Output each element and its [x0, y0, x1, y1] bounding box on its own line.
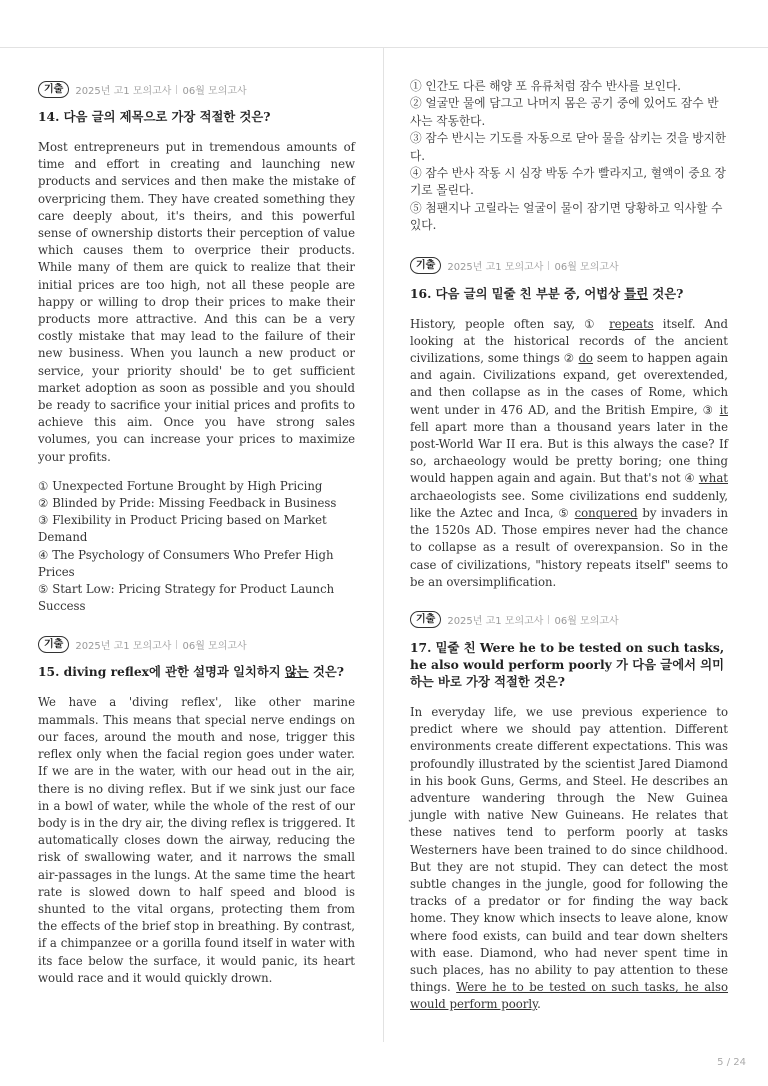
choice-4[interactable]: ④ 잠수 반사 작동 시 심장 박동 수가 빨라지고, 혈액이 중요 장기로 몰린다.	[410, 166, 726, 198]
title-text: 것은?	[648, 285, 684, 301]
meta-separator	[548, 261, 549, 270]
passage-text: In everyday life, we use previous experience to predict where we should pay attention. Different environments create different expectations. This was profoundly illustrated by the scientist Jared Diamond in his book Guns, Germs, and Steel. He describes an adventure wandering through the New Guinea jungle with native New Guineans. He relates that these natives tend to perform poorly at tasks Westerners have been trained to do since childhood. But they are not stupid. They can detect the most subtle changes in the jungle, good for following the tracks of a predator or for finding the way back home. They know which insects to leave alone, know where food exists, can build and tear down shelters with ease. Diamond, who had never spent time in such places, has no ability to pay attention to these things.	[410, 704, 728, 995]
exam-year: 2025년 고1 모의고사	[75, 85, 172, 97]
source-tag: 기출	[410, 257, 441, 274]
choice-1[interactable]: ① 인간도 다른 해양 포 유류처럼 잠수 반사를 보인다.	[410, 79, 681, 93]
underlined-2: do	[578, 351, 593, 366]
title-text: 16. 다음 글의 밑줄 친 부분 중, 어법상	[410, 285, 625, 301]
title-text: 15. diving reflex에 관한 설명과 일치하지	[38, 664, 285, 680]
choice-2[interactable]: ② 얼굴만 물에 담그고 나머지 몸은 공기 중에 있어도 잠수 반사는 작동한다.	[410, 96, 719, 128]
choice-1[interactable]: ① Unexpected Fortune Brought by High Pricing	[38, 478, 323, 493]
exam-year: 2025년 고1 모의고사	[75, 640, 172, 652]
choice-2[interactable]: ② Blinded by Pride: Missing Feedback in Business	[38, 496, 337, 511]
right-column	[410, 78, 728, 1034]
choice-5[interactable]: ⑤ 첨팬지나 고릴라는 얼굴이 물이 잠기면 당황하고 익사할 수 있다.	[410, 200, 723, 233]
question-title	[410, 285, 728, 302]
choice-3[interactable]: ③ 잠수 반시는 기도를 자동으로 닫아 물을 삼키는 것을 방지한다.	[410, 131, 727, 163]
passage-end: .	[537, 997, 541, 1012]
title-text: 것은?	[308, 664, 344, 680]
passage-text: itself. And looking at the historical records of the ancient civilizations, some things ②	[410, 316, 729, 366]
title-underlined: 틀린	[624, 285, 649, 301]
passage: Most entrepreneurs put in tremendous amounts of time and effort in creating and launching new products and services and then make the mistake of overpricing them. They have created something they care deeply about, it's theirs, and this powerful sense of ownership distorts their perception of value which causes them to overprice their products. While many of them are quick to realize that their initial prices are too high, not all these people are happy or willing to drop their prices to make their products more attractive. And this can be a very costly mistake that may lead to the failure of their new business. When you launch a new product or service, your priority should' be to get sufficient market adoption as soon as possible and you should be ready to sacrifice your initial prices and profits to achieve this aim. Once you have strong sales volumes, you can increase your prices to maximize your profits.	[38, 140, 355, 464]
underlined-3: it	[719, 402, 728, 417]
question-title: 17. 밑줄 친 Were he to be tested on such tasks, he also would perform poorly 가 다음 글에서 의미하는 바로 가장 적절한 것은?	[410, 639, 725, 689]
passage-text: by invaders in the 1520s AD. Those empires never had the chance to collapse as a result of overexpansion. So in the case of civilizations, "history repeats itself" seems to be an oversimplification.	[410, 505, 728, 589]
question-meta	[38, 80, 355, 98]
left-column	[38, 80, 355, 1007]
exam-month: 06월 모의고사	[554, 262, 619, 274]
meta-separator	[176, 85, 177, 94]
passage: We have a 'diving reflex', like other marine mammals. This means that special nerve endings on our faces, around the mouth and nose, trigger this reflex only when the facial region goes under water. If we are in the water, with our head out in the air, there is no diving reflex. But if we sink just our face in a bowl of water, while the whole of the rest of our body is in the dry air, the diving reflex is triggered. It automatically closes down the airway, reducing the risk of swallowing water, and it narrows the small air-passages in the lungs. At the same time the heart rate is slowed down to half speed and blood is shunted to the vital organs, protecting them from the effects of the brief stop in breathing. By contrast, if a chimpanzee or a gorilla found itself in water with its face below the surface, it would panic, its heart would race and it would quickly drown.	[38, 695, 355, 985]
meta-separator	[176, 640, 177, 649]
source-tag: 기출	[38, 81, 69, 98]
column-divider	[383, 48, 384, 1042]
q15-choice-list	[410, 78, 728, 235]
underlined-4: what	[698, 471, 728, 486]
underlined-5: conquered	[574, 505, 638, 520]
question-title: 14. 다음 글의 제목으로 가장 적절한 것은?	[38, 109, 271, 124]
question-14	[38, 80, 355, 615]
meta-separator	[548, 615, 549, 624]
title-underlined: 않는	[284, 664, 309, 680]
passage-text: fell apart more than a thousand years later in the post-World War II era. But is this always the case? If so, archaeology would be pretty boring; one thing would happen again and again. But that's not ④	[410, 419, 728, 486]
passage-text: History, people often say, ①	[410, 316, 610, 331]
choice-4[interactable]: ④ The Psychology of Consumers Who Prefer High Prices	[38, 547, 334, 579]
exam-month: 06월 모의고사	[554, 616, 619, 628]
source-tag: 기출	[38, 636, 69, 653]
question-15	[38, 635, 355, 986]
exam-month: 06월 모의고사	[182, 85, 247, 97]
header-rule	[0, 47, 768, 48]
choice-5[interactable]: ⑤ Start Low: Pricing Strategy for Product Launch Success	[38, 582, 335, 614]
underlined-sentence: Were he to be tested on such tasks, he also would perform poorly	[410, 980, 729, 1012]
question-meta	[410, 257, 728, 275]
exam-month: 06월 모의고사	[182, 640, 247, 652]
choice-list	[38, 478, 355, 616]
exam-year: 2025년 고1 모의고사	[447, 262, 544, 274]
question-meta	[410, 611, 728, 629]
question-meta	[38, 635, 355, 653]
underlined-1: repeats	[609, 316, 654, 331]
choice-3[interactable]: ③ Flexibility in Product Pricing based on Market Demand	[38, 513, 327, 545]
passage-text: seem to happen again and again. Civilizations expand, get overextended, and then collapse as in the cases of Rome, which went under in 476 AD, and the British Empire, ③	[410, 351, 729, 417]
passage	[410, 704, 728, 1014]
source-tag: 기출	[410, 611, 441, 628]
passage-text: archaeologists see. Some civilizations end suddenly, like the Aztec and Inca, ⑤	[410, 488, 728, 520]
question-title	[38, 663, 355, 680]
exam-year: 2025년 고1 모의고사	[447, 616, 544, 628]
page-number: 5 / 24	[717, 1057, 746, 1068]
question-17	[410, 611, 728, 1014]
question-16	[410, 257, 728, 591]
passage	[410, 316, 728, 591]
